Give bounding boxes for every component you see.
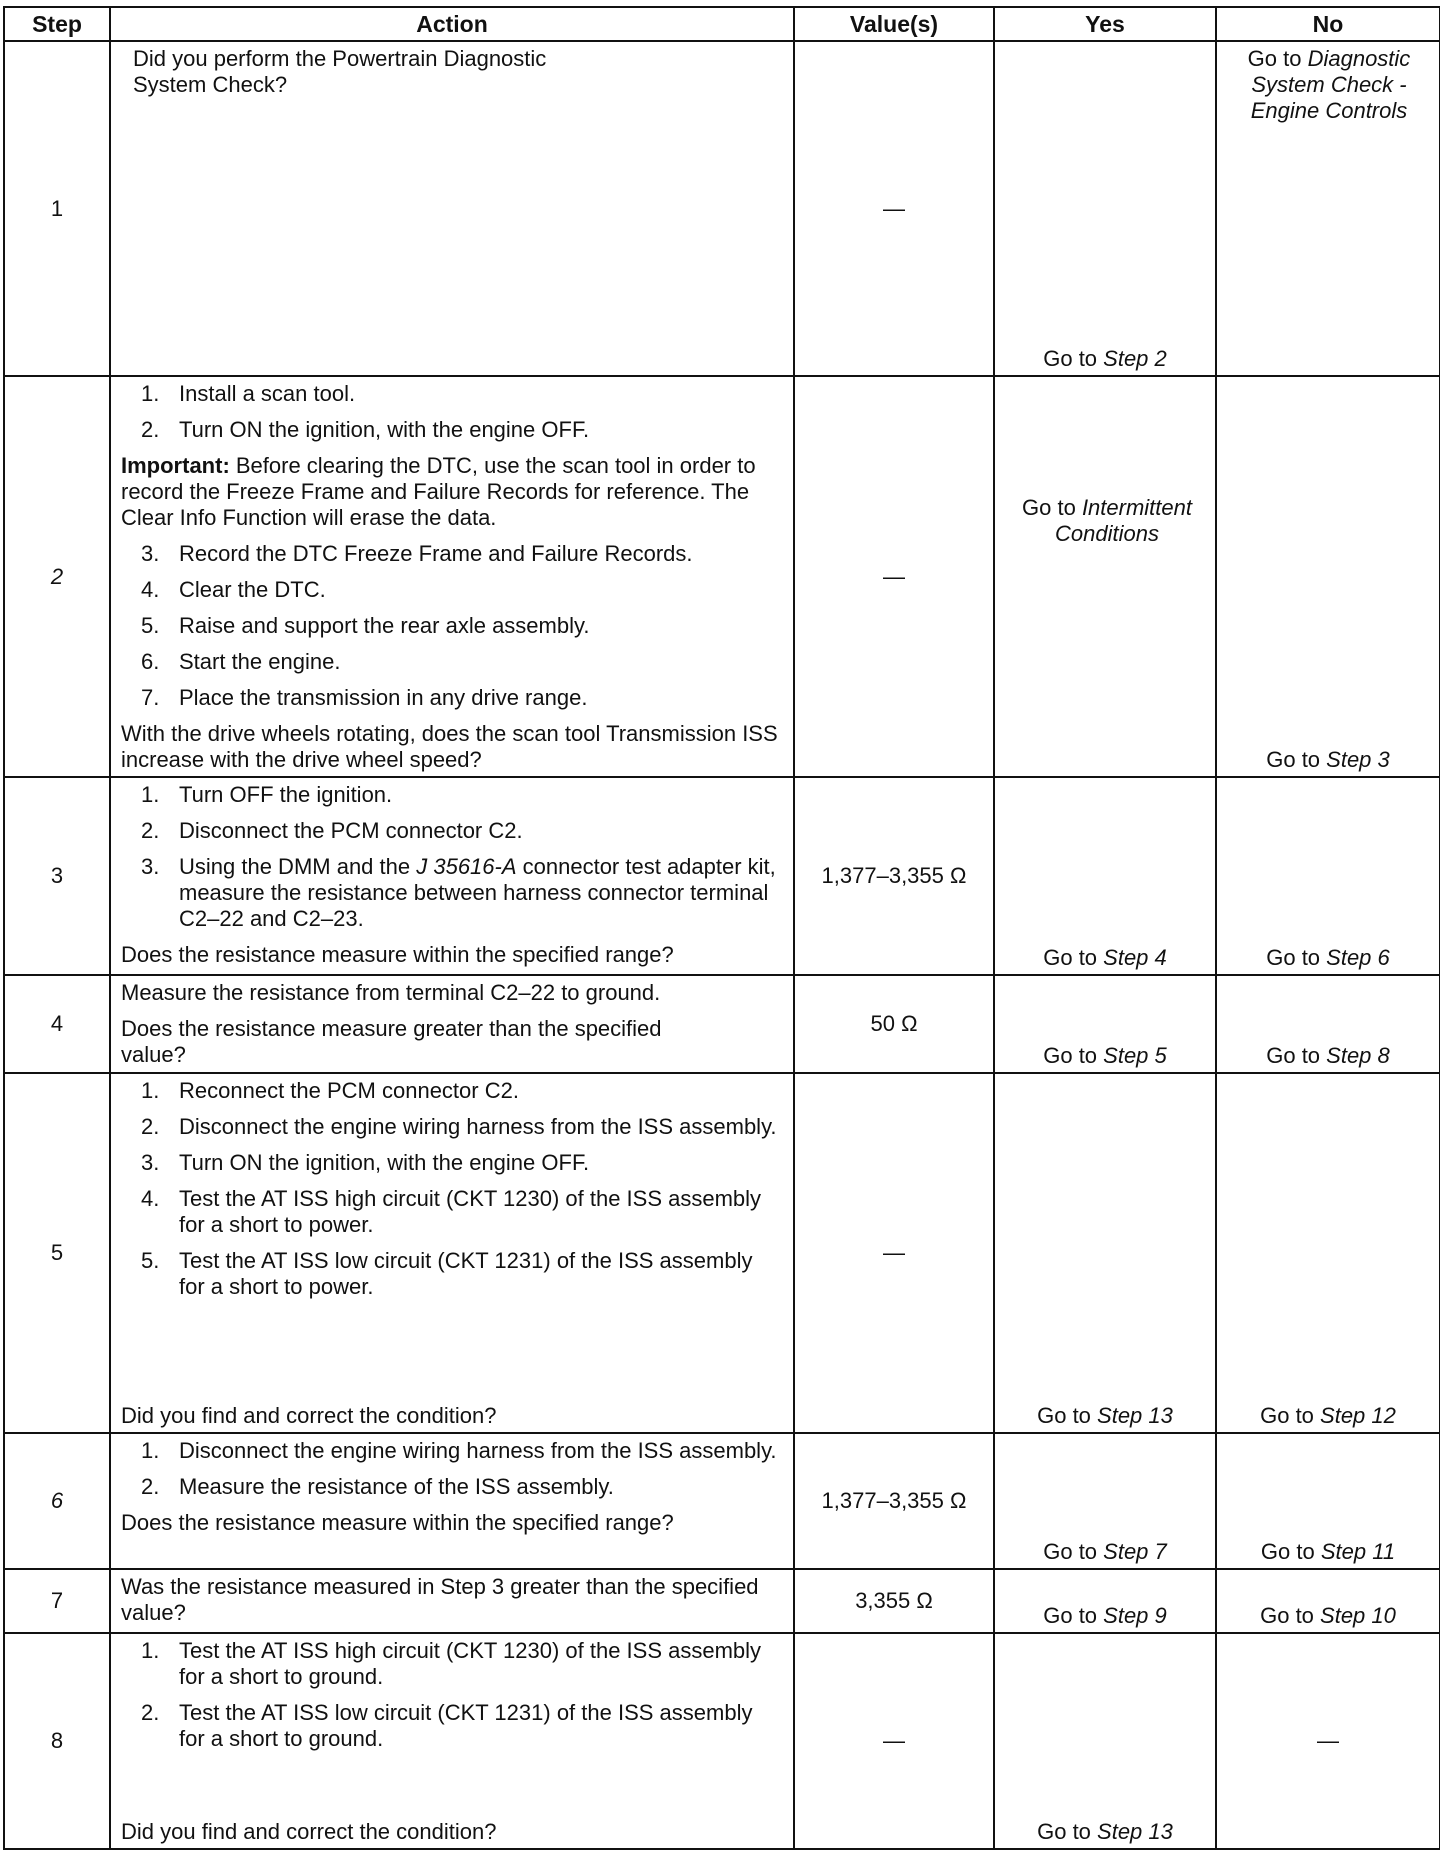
no-link[interactable]: Go to Step 8 (1266, 1043, 1390, 1068)
diagnostic-table (3, 6, 1440, 1850)
no-cell (1216, 1569, 1440, 1633)
no-link[interactable]: Go to Step 12 (1260, 1403, 1396, 1428)
step-number: 8 (4, 1633, 110, 1849)
table-row (4, 777, 1440, 975)
diagnostic-table-page (0, 2, 1440, 1842)
list-item: 4. Test the AT ISS high circuit (CKT 1230) of the ISS assembly for a short to power. (141, 1186, 762, 1237)
yes-cell (994, 975, 1216, 1073)
value-cell (794, 777, 994, 975)
header-values: Value(s) (794, 7, 994, 41)
list-item: 1. Disconnect the engine wiring harness from the ISS assembly. (141, 1438, 777, 1463)
action-cell (110, 1073, 794, 1433)
step-number: 2 (4, 376, 110, 777)
list-item: 2. Test the AT ISS low circuit (CKT 1231) of the ISS assembly for a short to ground. (141, 1700, 753, 1751)
value-cell (794, 975, 994, 1073)
value-text: 1,377–3,355 Ω (821, 863, 967, 888)
important-note: Important: Before clearing the DTC, use the scan tool in order to record the Freeze Frame and Failure Records for reference. The Clear Info Function will erase the data. (121, 453, 756, 530)
yes-cell (994, 376, 1216, 777)
value-text: — (883, 1240, 905, 1265)
action-cell (110, 1569, 794, 1633)
header-row (4, 7, 1440, 41)
table-row (4, 41, 1440, 376)
list-item: 2. Turn ON the ignition, with the engine OFF. (141, 417, 590, 442)
table-row (4, 975, 1440, 1073)
action-cell (110, 376, 794, 777)
no-text: — (1317, 1728, 1339, 1753)
value-text: — (883, 1728, 905, 1753)
yes-cell (994, 1633, 1216, 1849)
list-item: 1. Test the AT ISS high circuit (CKT 1230) of the ISS assembly for a short to ground. (141, 1638, 762, 1689)
step-number: 4 (4, 975, 110, 1073)
question-text: Does the resistance measure within the specified range? (121, 942, 674, 967)
list-item: 2. Disconnect the PCM connector C2. (141, 818, 523, 843)
no-link[interactable]: Go to Step 11 (1260, 1539, 1396, 1564)
value-text: — (883, 563, 905, 589)
no-link[interactable]: Go to Step 10 (1260, 1603, 1396, 1628)
no-link[interactable]: Go to Step 3 (1266, 747, 1390, 772)
yes-cell (994, 1569, 1216, 1633)
list-item: 2. Disconnect the engine wiring harness from the ISS assembly. (141, 1114, 777, 1139)
yes-link[interactable]: Go to Step 7 (1043, 1539, 1167, 1564)
no-cell (1216, 1073, 1440, 1433)
list-item: 1. Reconnect the PCM connector C2. (141, 1078, 519, 1103)
yes-link[interactable]: Go to Step 9 (1043, 1603, 1167, 1628)
list-item: 6. Start the engine. (141, 649, 341, 674)
list-item: 4. Clear the DTC. (141, 577, 326, 602)
yes-cell (994, 1433, 1216, 1569)
step-number: 5 (4, 1073, 110, 1433)
yes-link[interactable]: Go to Step 5 (1043, 1043, 1167, 1068)
no-cell (1216, 376, 1440, 777)
list-item: 1. Install a scan tool. (141, 381, 356, 406)
yes-link[interactable]: Go to Step 4 (1043, 945, 1167, 970)
value-cell (794, 376, 994, 777)
yes-link[interactable]: Go to Step 2 (1043, 346, 1167, 371)
step-number: 1 (4, 41, 110, 376)
action-cell (110, 777, 794, 975)
header-action: Action (110, 7, 794, 41)
action-cell (110, 41, 794, 376)
list-item: 5. Raise and support the rear axle assembly. (141, 613, 590, 638)
value-cell (794, 41, 994, 376)
list-item: 2. Measure the resistance of the ISS assembly. (141, 1474, 614, 1499)
action-cell (110, 1633, 794, 1849)
step-number: 7 (4, 1569, 110, 1633)
table-row (4, 376, 1440, 777)
no-cell (1216, 975, 1440, 1073)
action-text: Measure the resistance from terminal C2–22 to ground. (121, 980, 661, 1005)
question-text: Does the resistance measure greater than the specified value? (121, 1016, 662, 1067)
list-item: 1. Turn OFF the ignition. (141, 782, 393, 807)
yes-cell (994, 1073, 1216, 1433)
yes-link[interactable]: Go to Step 13 (1037, 1403, 1173, 1428)
table-row (4, 1433, 1440, 1569)
no-link[interactable]: Go to Diagnostic System Check - Engine Controls (1247, 46, 1411, 123)
value-cell (794, 1569, 994, 1633)
list-item: 7. Place the transmission in any drive range. (141, 685, 588, 710)
action-cell (110, 975, 794, 1073)
action-cell (110, 1433, 794, 1569)
question-text: Did you find and correct the condition? (121, 1819, 497, 1844)
table-row (4, 1569, 1440, 1633)
yes-cell (994, 777, 1216, 975)
step-number: 3 (4, 777, 110, 975)
step-number: 6 (4, 1433, 110, 1569)
value-text: — (883, 195, 905, 221)
list-item: 3. Using the DMM and the J 35616-A connector test adapter kit, measure the resistance between harness connector terminal C2–22 and C2–23. (141, 854, 776, 931)
question-text: With the drive wheels rotating, does the scan tool Transmission ISS increase with the drive wheel speed? (121, 721, 778, 772)
no-link[interactable]: Go to Step 6 (1266, 945, 1390, 970)
question-text: Did you find and correct the condition? (121, 1403, 497, 1428)
value-cell (794, 1433, 994, 1569)
yes-link[interactable]: Go to Step 13 (1037, 1819, 1173, 1844)
yes-link[interactable]: Go to Intermittent Conditions (1022, 495, 1192, 546)
header-yes: Yes (994, 7, 1216, 41)
table-row (4, 1073, 1440, 1433)
value-text: 3,355 Ω (855, 1588, 933, 1613)
no-cell (1216, 1433, 1440, 1569)
header-no: No (1216, 7, 1440, 41)
no-cell (1216, 777, 1440, 975)
no-cell (1216, 41, 1440, 376)
list-item: 3. Turn ON the ignition, with the engine OFF. (141, 1150, 590, 1175)
question-text: Does the resistance measure within the specified range? (121, 1510, 674, 1535)
value-cell (794, 1633, 994, 1849)
value-text: 1,377–3,355 Ω (821, 1488, 967, 1513)
action-text: Did you perform the Powertrain Diagnostic System Check? (133, 46, 547, 97)
question-text: Was the resistance measured in Step 3 greater than the specified value? (121, 1574, 759, 1625)
list-item: 3. Record the DTC Freeze Frame and Failure Records. (141, 541, 693, 566)
header-step: Step (4, 7, 110, 41)
value-cell (794, 1073, 994, 1433)
table-row (4, 1633, 1440, 1849)
no-cell (1216, 1633, 1440, 1849)
yes-cell (994, 41, 1216, 376)
value-text: 50 Ω (870, 1011, 918, 1036)
list-item: 5. Test the AT ISS low circuit (CKT 1231) of the ISS assembly for a short to power. (141, 1248, 753, 1299)
